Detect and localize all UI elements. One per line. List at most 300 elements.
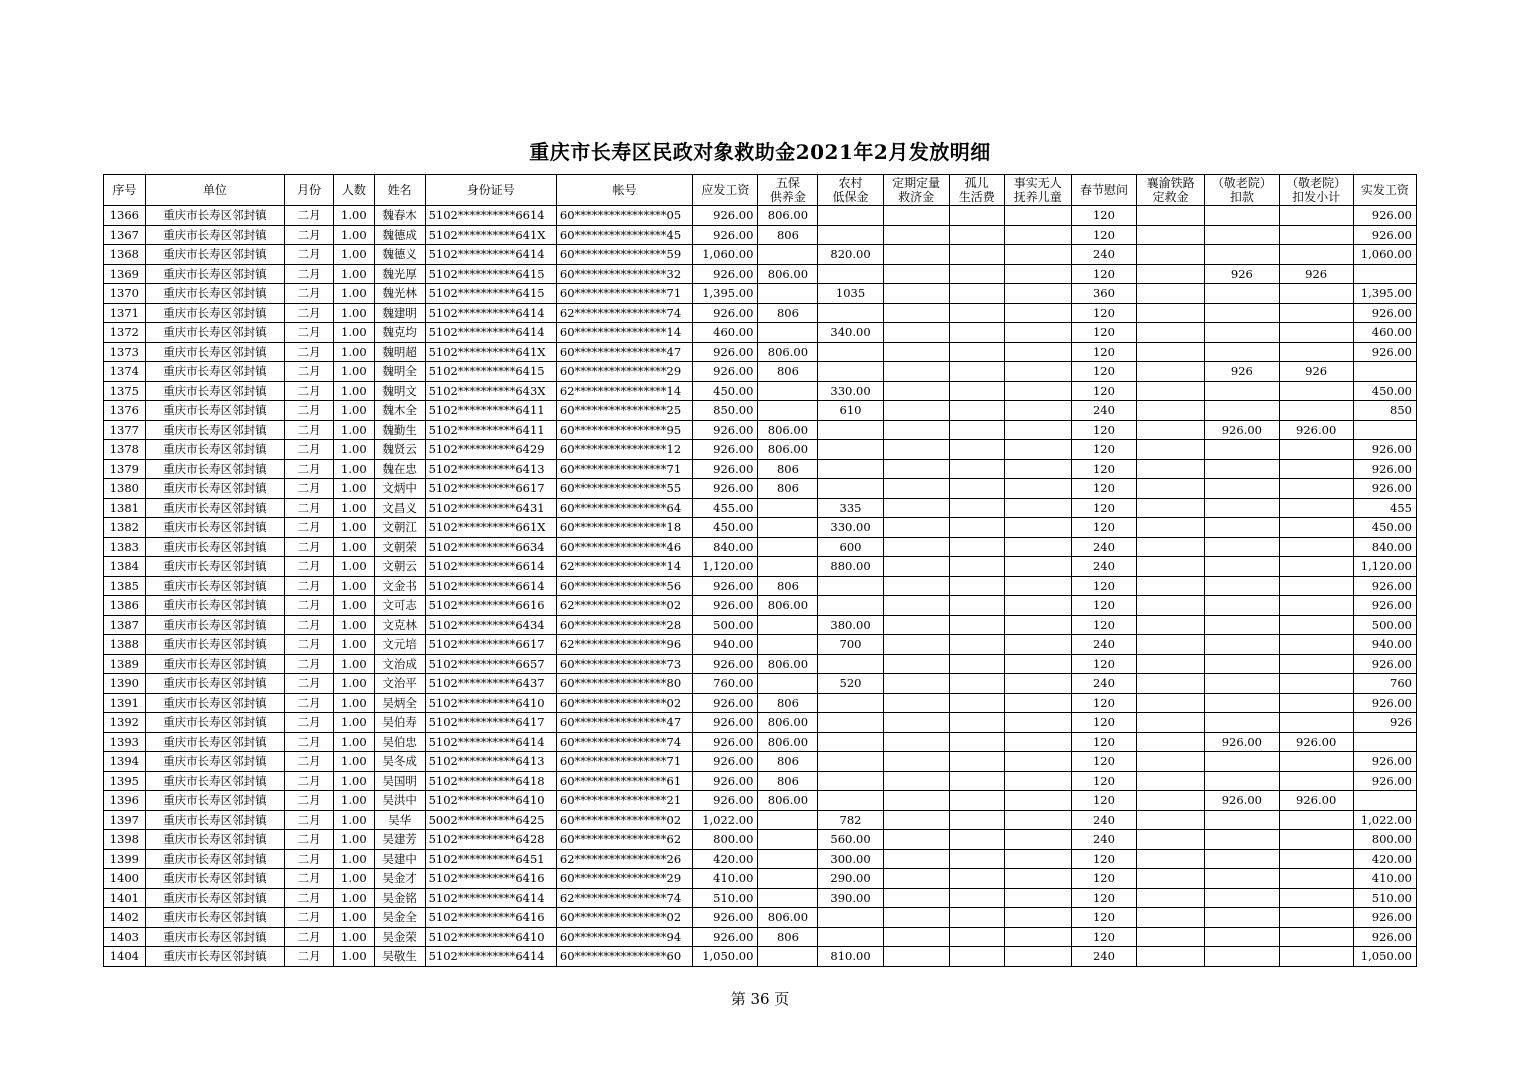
table-cell: 二月 [285, 908, 334, 928]
table-cell [883, 576, 949, 596]
table-row [104, 440, 1417, 460]
table-cell: 760.00 [693, 674, 758, 694]
table-cell [1137, 537, 1205, 557]
table-cell [1137, 771, 1205, 791]
table-cell: 文可志 [374, 596, 425, 616]
table-cell: 926.00 [1353, 908, 1416, 928]
table-cell [1137, 420, 1205, 440]
table-cell: 1.00 [334, 479, 375, 499]
table-cell: 240 [1071, 947, 1136, 967]
table-cell [949, 206, 1004, 226]
table-cell: 360 [1071, 284, 1136, 304]
table-cell: 二月 [285, 947, 334, 967]
table-cell: 926.00 [693, 771, 758, 791]
table-row [104, 830, 1417, 850]
table-cell [1279, 888, 1353, 908]
table-cell: 魏明文 [374, 381, 425, 401]
table-cell [758, 888, 818, 908]
column-header [285, 175, 334, 206]
table-cell: 文金书 [374, 576, 425, 596]
table-row [104, 323, 1417, 343]
table-cell [883, 498, 949, 518]
table-cell [949, 869, 1004, 889]
table-cell: 120 [1071, 869, 1136, 889]
table-cell [818, 927, 883, 947]
table-cell [883, 264, 949, 284]
table-cell: 魏木全 [374, 401, 425, 421]
table-cell: 60****************46 [556, 537, 692, 557]
table-cell [1137, 927, 1205, 947]
table-cell: 1400 [104, 869, 146, 889]
table-cell [1137, 323, 1205, 343]
table-cell [1137, 362, 1205, 382]
table-cell: 120 [1071, 264, 1136, 284]
table-cell [1279, 752, 1353, 772]
table-cell [1205, 947, 1279, 967]
column-header-text: 定期定量 [892, 176, 941, 190]
table-cell: 二月 [285, 518, 334, 538]
table-cell: 926.00 [693, 420, 758, 440]
table-cell [758, 381, 818, 401]
table-cell [949, 401, 1004, 421]
table-cell: 重庆市长寿区邻封镇 [145, 830, 284, 850]
table-cell [1279, 654, 1353, 674]
table-cell: 文朝云 [374, 557, 425, 577]
table-cell: 5102**********6614 [425, 557, 556, 577]
table-cell: 926.00 [1353, 440, 1416, 460]
table-cell [1137, 401, 1205, 421]
table-cell: 120 [1071, 225, 1136, 245]
table-cell: 120 [1071, 615, 1136, 635]
table-cell: 926.00 [693, 908, 758, 928]
table-cell: 1369 [104, 264, 146, 284]
table-cell: 926.00 [693, 732, 758, 752]
table-cell: 二月 [285, 810, 334, 830]
table-cell: 60****************59 [556, 245, 692, 265]
table-cell: 1.00 [334, 518, 375, 538]
column-header [1137, 175, 1205, 206]
table-cell: 940.00 [693, 635, 758, 655]
table-row [104, 518, 1417, 538]
table-cell [1279, 303, 1353, 323]
table-cell: 1,050.00 [1353, 947, 1416, 967]
table-row [104, 771, 1417, 791]
table-cell: 120 [1071, 732, 1136, 752]
table-cell [758, 557, 818, 577]
table-cell: 二月 [285, 303, 334, 323]
table-cell [949, 479, 1004, 499]
table-cell: 重庆市长寿区邻封镇 [145, 713, 284, 733]
table-cell: 60****************71 [556, 459, 692, 479]
table-cell: 重庆市长寿区邻封镇 [145, 498, 284, 518]
table-cell: 重庆市长寿区邻封镇 [145, 615, 284, 635]
table-cell: 120 [1071, 459, 1136, 479]
table-cell: 5102**********6410 [425, 927, 556, 947]
table-cell: 1.00 [334, 771, 375, 791]
table-row [104, 284, 1417, 304]
table-cell: 926.00 [1353, 654, 1416, 674]
column-header [1279, 175, 1353, 206]
table-cell [1279, 498, 1353, 518]
table-cell: 1.00 [334, 713, 375, 733]
table-cell: 二月 [285, 693, 334, 713]
table-cell: 926.00 [1353, 771, 1416, 791]
column-header [1353, 175, 1416, 206]
table-cell: 1375 [104, 381, 146, 401]
column-header [949, 175, 1004, 206]
table-cell [883, 537, 949, 557]
table-cell: 1.00 [334, 654, 375, 674]
table-cell: 60****************71 [556, 284, 692, 304]
table-cell: 1.00 [334, 381, 375, 401]
table-cell: 二月 [285, 752, 334, 772]
table-row [104, 420, 1417, 440]
table-cell: 806.00 [758, 654, 818, 674]
table-cell [1205, 713, 1279, 733]
table-cell [1004, 947, 1071, 967]
table-cell [758, 401, 818, 421]
table-cell [758, 635, 818, 655]
table-cell [1137, 732, 1205, 752]
table-cell: 806.00 [758, 732, 818, 752]
table-cell [1137, 225, 1205, 245]
column-header [104, 175, 146, 206]
table-cell [1205, 615, 1279, 635]
table-cell [1137, 791, 1205, 811]
table-cell [758, 830, 818, 850]
table-cell: 重庆市长寿区邻封镇 [145, 284, 284, 304]
table-cell: 335 [818, 498, 883, 518]
table-cell [818, 440, 883, 460]
table-cell [818, 459, 883, 479]
table-cell [883, 401, 949, 421]
table-cell: 1403 [104, 927, 146, 947]
table-cell [949, 888, 1004, 908]
column-header-text: 定救金 [1152, 190, 1189, 204]
table-cell [818, 713, 883, 733]
table-cell: 5102**********6417 [425, 713, 556, 733]
table-cell [949, 635, 1004, 655]
table-cell [883, 654, 949, 674]
table-cell: 62****************02 [556, 596, 692, 616]
table-cell: 二月 [285, 771, 334, 791]
table-cell [1004, 693, 1071, 713]
table-cell: 1395 [104, 771, 146, 791]
table-cell [949, 693, 1004, 713]
table-cell: 926.00 [1353, 596, 1416, 616]
table-cell: 重庆市长寿区邻封镇 [145, 596, 284, 616]
table-cell: 1393 [104, 732, 146, 752]
table-cell: 重庆市长寿区邻封镇 [145, 381, 284, 401]
table-cell [1004, 401, 1071, 421]
table-cell [1137, 557, 1205, 577]
table-row [104, 303, 1417, 323]
table-cell: 重庆市长寿区邻封镇 [145, 654, 284, 674]
table-cell: 390.00 [818, 888, 883, 908]
table-cell [1137, 576, 1205, 596]
table-cell: 二月 [285, 420, 334, 440]
table-cell: 1396 [104, 791, 146, 811]
table-cell: 926.00 [1205, 791, 1279, 811]
table-cell [883, 869, 949, 889]
table-cell [883, 245, 949, 265]
table-cell: 5102**********6614 [425, 206, 556, 226]
table-cell: 450.00 [1353, 381, 1416, 401]
table-cell: 120 [1071, 342, 1136, 362]
table-cell: 1.00 [334, 791, 375, 811]
table-cell: 120 [1071, 693, 1136, 713]
table-cell: 700 [818, 635, 883, 655]
table-cell: 1.00 [334, 752, 375, 772]
table-cell: 850 [1353, 401, 1416, 421]
table-cell: 510.00 [693, 888, 758, 908]
table-cell [949, 596, 1004, 616]
table-cell: 60****************56 [556, 576, 692, 596]
table-cell: 1373 [104, 342, 146, 362]
table-cell: 60****************05 [556, 206, 692, 226]
table-cell: 760 [1353, 674, 1416, 694]
table-cell: 5102**********641X [425, 225, 556, 245]
table-cell: 1.00 [334, 225, 375, 245]
table-cell [1279, 576, 1353, 596]
table-row [104, 674, 1417, 694]
table-cell [883, 440, 949, 460]
table-cell [1279, 830, 1353, 850]
table-cell: 重庆市长寿区邻封镇 [145, 576, 284, 596]
column-header-text: 人数 [341, 183, 366, 197]
table-cell [1004, 440, 1071, 460]
table-cell: 240 [1071, 401, 1136, 421]
table-cell [949, 342, 1004, 362]
table-cell [1279, 342, 1353, 362]
table-cell [758, 947, 818, 967]
table-cell: 120 [1071, 362, 1136, 382]
table-cell [883, 479, 949, 499]
table-cell: 文昌义 [374, 498, 425, 518]
table-cell: 806 [758, 362, 818, 382]
column-header-text: 低保金 [832, 190, 869, 204]
table-cell: 重庆市长寿区邻封镇 [145, 947, 284, 967]
table-row [104, 576, 1417, 596]
table-cell [1004, 498, 1071, 518]
table-cell: 120 [1071, 888, 1136, 908]
table-cell: 120 [1071, 440, 1136, 460]
table-cell: 二月 [285, 713, 334, 733]
table-row [104, 908, 1417, 928]
table-cell: 5102**********6428 [425, 830, 556, 850]
table-cell: 60****************73 [556, 654, 692, 674]
table-cell: 二月 [285, 459, 334, 479]
table-cell: 5102**********6416 [425, 869, 556, 889]
table-cell [1279, 440, 1353, 460]
table-cell: 806 [758, 303, 818, 323]
table-cell: 重庆市长寿区邻封镇 [145, 927, 284, 947]
column-header [374, 175, 425, 206]
table-cell: 二月 [285, 284, 334, 304]
table-cell: 926.00 [1353, 225, 1416, 245]
table-cell: 120 [1071, 518, 1136, 538]
table-row [104, 947, 1417, 967]
table-cell: 60****************02 [556, 908, 692, 928]
table-cell: 1394 [104, 752, 146, 772]
column-header-text: （敬老院） [1211, 176, 1272, 190]
table-cell: 重庆市长寿区邻封镇 [145, 557, 284, 577]
table-cell [1279, 615, 1353, 635]
table-cell: 二月 [285, 401, 334, 421]
table-cell [883, 323, 949, 343]
table-cell [1205, 908, 1279, 928]
table-cell [758, 615, 818, 635]
table-cell: 1.00 [334, 264, 375, 284]
table-cell [1137, 440, 1205, 460]
table-cell: 二月 [285, 596, 334, 616]
table-cell [1004, 908, 1071, 928]
table-cell: 魏光林 [374, 284, 425, 304]
table-cell: 重庆市长寿区邻封镇 [145, 342, 284, 362]
table-cell [1004, 635, 1071, 655]
table-cell: 926.00 [693, 206, 758, 226]
table-cell: 1.00 [334, 284, 375, 304]
column-header-text: 抚养儿童 [1013, 190, 1062, 204]
table-cell: 240 [1071, 830, 1136, 850]
table-cell: 二月 [285, 479, 334, 499]
table-row [104, 342, 1417, 362]
table-cell: 重庆市长寿区邻封镇 [145, 245, 284, 265]
table-cell [1137, 635, 1205, 655]
table-cell [818, 362, 883, 382]
table-cell: 926.00 [1353, 459, 1416, 479]
table-cell: 吴伯寿 [374, 713, 425, 733]
table-cell: 5102**********6413 [425, 752, 556, 772]
table-cell: 1381 [104, 498, 146, 518]
table-cell [883, 303, 949, 323]
table-cell [1004, 381, 1071, 401]
table-cell [1279, 245, 1353, 265]
column-header-text: 身份证号 [466, 183, 515, 197]
table-cell: 二月 [285, 674, 334, 694]
table-cell: 62****************96 [556, 635, 692, 655]
table-cell: 60****************74 [556, 732, 692, 752]
table-cell: 60****************60 [556, 947, 692, 967]
table-cell: 60****************21 [556, 791, 692, 811]
table-row [104, 362, 1417, 382]
table-cell [1205, 849, 1279, 869]
table-cell: 二月 [285, 654, 334, 674]
table-cell: 5102**********6414 [425, 732, 556, 752]
table-cell: 60****************32 [556, 264, 692, 284]
table-cell: 5102**********6411 [425, 420, 556, 440]
table-cell [1004, 849, 1071, 869]
table-cell: 重庆市长寿区邻封镇 [145, 693, 284, 713]
table-cell: 60****************61 [556, 771, 692, 791]
table-cell [1279, 557, 1353, 577]
table-cell: 二月 [285, 576, 334, 596]
table-cell [818, 771, 883, 791]
column-header-text: 春节慰问 [1079, 183, 1128, 197]
table-cell: 1,395.00 [693, 284, 758, 304]
table-cell: 5002**********6425 [425, 810, 556, 830]
table-cell [1279, 810, 1353, 830]
table-cell: 806.00 [758, 440, 818, 460]
table-cell [1004, 888, 1071, 908]
table-cell: 吴国明 [374, 771, 425, 791]
table-cell: 二月 [285, 498, 334, 518]
table-cell [883, 849, 949, 869]
table-cell: 926.00 [1353, 752, 1416, 772]
table-cell: 5102**********6616 [425, 596, 556, 616]
table-cell: 二月 [285, 830, 334, 850]
table-cell [949, 459, 1004, 479]
table-cell [883, 342, 949, 362]
table-cell [1205, 479, 1279, 499]
column-header-text: 单位 [202, 183, 227, 197]
column-header-text: 襄渝铁路 [1146, 176, 1195, 190]
table-cell [1279, 596, 1353, 616]
table-cell [1004, 752, 1071, 772]
table-cell: 120 [1071, 927, 1136, 947]
table-cell [883, 791, 949, 811]
table-cell [1279, 947, 1353, 967]
table-cell [949, 947, 1004, 967]
table-cell [883, 693, 949, 713]
table-cell [758, 323, 818, 343]
table-cell [1205, 693, 1279, 713]
table-cell: 840.00 [693, 537, 758, 557]
table-cell: 60****************29 [556, 869, 692, 889]
table-cell: 926.00 [1279, 420, 1353, 440]
table-cell: 1.00 [334, 908, 375, 928]
table-cell [1004, 459, 1071, 479]
table-cell: 1386 [104, 596, 146, 616]
table-cell: 5102**********6410 [425, 693, 556, 713]
table-cell: 120 [1071, 420, 1136, 440]
table-cell [818, 908, 883, 928]
table-cell: 5102**********6437 [425, 674, 556, 694]
table-cell: 二月 [285, 869, 334, 889]
table-cell: 1382 [104, 518, 146, 538]
table-cell [758, 810, 818, 830]
table-cell [1279, 401, 1353, 421]
column-header [693, 175, 758, 206]
table-cell [1137, 342, 1205, 362]
table-cell: 1390 [104, 674, 146, 694]
table-cell: 60****************25 [556, 401, 692, 421]
table-cell: 806 [758, 459, 818, 479]
table-cell: 1.00 [334, 576, 375, 596]
table-cell: 806.00 [758, 342, 818, 362]
table-cell [758, 498, 818, 518]
table-cell [1137, 518, 1205, 538]
table-cell: 二月 [285, 732, 334, 752]
table-cell: 二月 [285, 362, 334, 382]
table-cell: 240 [1071, 537, 1136, 557]
table-cell: 1,395.00 [1353, 284, 1416, 304]
table-cell: 290.00 [818, 869, 883, 889]
table-cell: 60****************45 [556, 225, 692, 245]
table-cell: 吴金才 [374, 869, 425, 889]
table-cell [1137, 303, 1205, 323]
table-cell [1004, 206, 1071, 226]
table-cell [1279, 693, 1353, 713]
table-cell: 926.00 [693, 264, 758, 284]
table-cell: 二月 [285, 342, 334, 362]
table-cell [1137, 908, 1205, 928]
table-cell [1004, 557, 1071, 577]
table-cell [1137, 245, 1205, 265]
table-cell: 1.00 [334, 596, 375, 616]
table-cell: 5102**********6431 [425, 498, 556, 518]
column-header [818, 175, 883, 206]
